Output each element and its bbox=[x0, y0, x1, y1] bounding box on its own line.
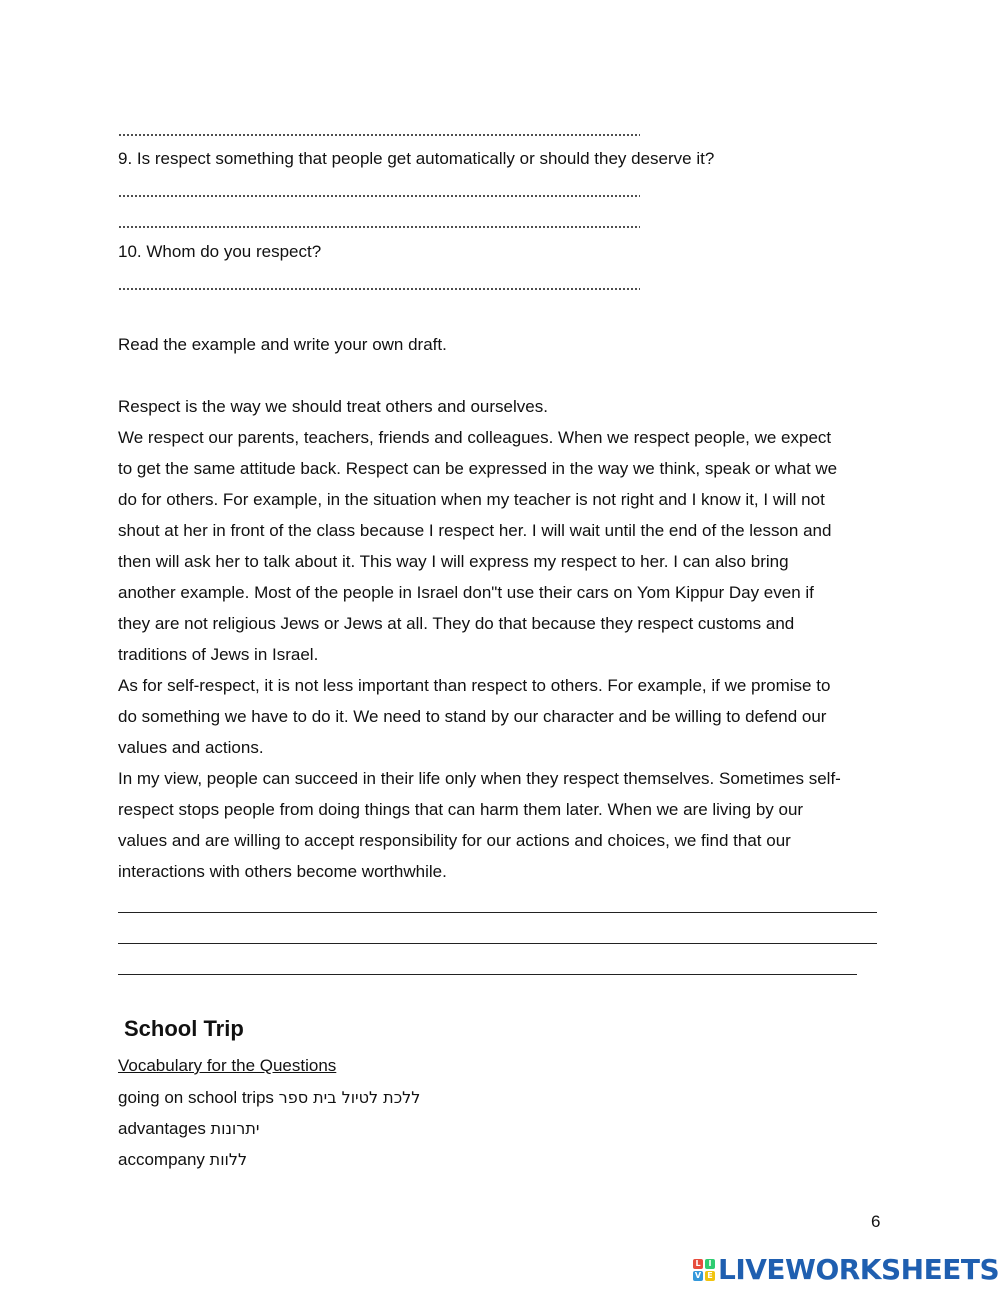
instruction-text: Read the example and write your own draft. bbox=[118, 335, 447, 354]
vocab-english: going on school trips bbox=[118, 1088, 274, 1107]
answer-dots-q9-1 bbox=[118, 195, 640, 197]
draft-line-3[interactable] bbox=[118, 944, 857, 975]
logo-tile: V bbox=[694, 1270, 702, 1280]
logo-tile: E bbox=[705, 1271, 715, 1281]
example-paragraph bbox=[118, 391, 888, 887]
question-9 bbox=[118, 149, 714, 169]
example-line: to get the same attitude back. Respect can be expressed in the way we think, speak or what we bbox=[118, 459, 838, 478]
answer-input-q10[interactable] bbox=[118, 266, 643, 288]
example-line: do for others. For example, in the situation when my teacher is not right and I know it, I will not bbox=[118, 490, 825, 509]
vocab-item bbox=[118, 1088, 420, 1108]
example-line: do something we have to do it. We need to stand by our character and be willing to defend our bbox=[118, 707, 827, 726]
vocab-item bbox=[118, 1150, 247, 1170]
vocab-item bbox=[118, 1119, 259, 1139]
vocab-hebrew: ללוות bbox=[209, 1150, 248, 1169]
example-line: then will ask her to talk about it. This way I will express my respect to her. I can also bring bbox=[118, 552, 789, 571]
example-line: respect stops people from doing things that can harm them later. When we are living by our bbox=[118, 800, 804, 819]
liveworksheets-logo[interactable] bbox=[693, 1253, 999, 1286]
page-number: 6 bbox=[871, 1212, 881, 1231]
question-10 bbox=[118, 242, 321, 262]
example-line: traditions of Jews in Israel. bbox=[118, 645, 319, 664]
example-line: they are not religious Jews or Jews at all. They do that because they respect customs and bbox=[118, 614, 795, 633]
vocab-english: accompany bbox=[118, 1150, 205, 1169]
question-9-text: Is respect something that people get automatically or should they deserve it? bbox=[136, 149, 715, 168]
example-line: another example. Most of the people in Israel don"t use their cars on Yom Kippur Day even if bbox=[118, 583, 814, 602]
vocab-english: advantages bbox=[118, 1119, 206, 1138]
question-9-number: 9. bbox=[118, 149, 133, 168]
draft-line-1[interactable] bbox=[118, 882, 877, 913]
answer-dots-q10 bbox=[118, 288, 640, 290]
question-10-text: Whom do you respect? bbox=[146, 242, 322, 261]
logo-tile: L bbox=[693, 1259, 703, 1269]
example-line: values and are willing to accept responsibility for our actions and choices, we find that our bbox=[118, 831, 791, 850]
draft-line-2[interactable] bbox=[118, 913, 877, 944]
example-line: interactions with others become worthwhile. bbox=[118, 862, 447, 881]
logo-icon bbox=[693, 1259, 715, 1281]
answer-dots-q9-2 bbox=[118, 226, 640, 228]
example-line: We respect our parents, teachers, friends and colleagues. When we respect people, we expect bbox=[118, 428, 832, 447]
example-line: Respect is the way we should treat others and ourselves. bbox=[118, 397, 548, 416]
question-10-number: 10. bbox=[118, 242, 142, 261]
answer-input-q9-line2[interactable] bbox=[118, 204, 643, 226]
vocab-title: Vocabulary for the Questions bbox=[118, 1056, 337, 1075]
answer-input-q9-line1[interactable] bbox=[118, 173, 643, 195]
example-line: values and actions. bbox=[118, 738, 264, 757]
example-line: As for self-respect, it is not less important than respect to others. For example, if we promise to bbox=[118, 676, 831, 695]
logo-text: LIVEWORKSHEETS bbox=[718, 1253, 1000, 1286]
example-line: shout at her in front of the class because I respect her. I will wait until the end of the lesson and bbox=[118, 521, 832, 540]
vocab-hebrew: יתרונות bbox=[210, 1119, 260, 1138]
answer-dots-q8 bbox=[118, 134, 640, 136]
answer-input-q8[interactable] bbox=[118, 112, 643, 134]
vocab-hebrew: ללכת לטיול בית ספר bbox=[278, 1088, 421, 1107]
section-title-school-trip: School Trip bbox=[124, 1016, 244, 1041]
logo-tile: I bbox=[705, 1259, 715, 1269]
example-line: In my view, people can succeed in their life only when they respect themselves. Sometimes self- bbox=[118, 769, 841, 788]
